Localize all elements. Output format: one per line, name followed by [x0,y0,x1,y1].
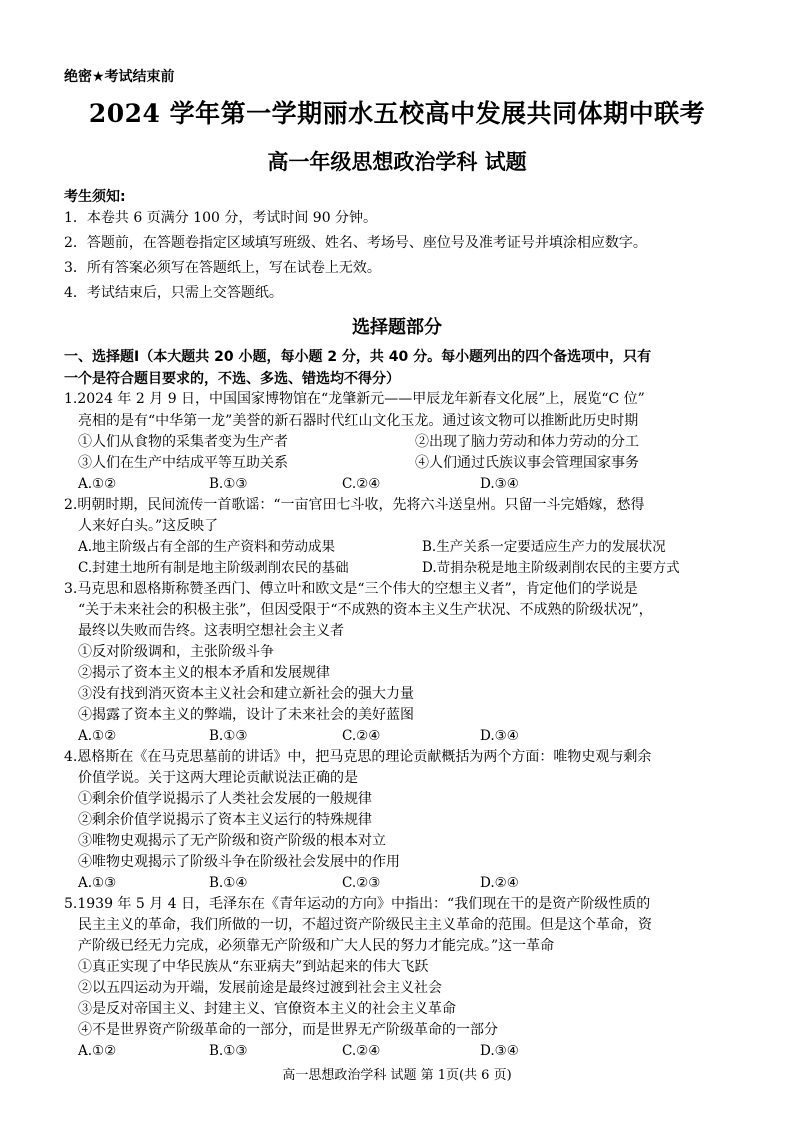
question-2-stem-line: 人来好白头。”这反映了 [78,518,219,534]
question-4-statement: ①剩余价值学说揭示了人类社会发展的一般规律 [78,791,372,807]
question-1-stem-line: 亮相的是有“中华第一龙”美誉的新石器时代红山文化玉龙。通过该文物可以推断此历史时期 [78,413,639,429]
section-title: 选择题部分 [352,317,442,338]
question-3-statement: ①反对阶级调和，主张阶级斗争 [78,644,274,660]
question-4-stem-line: 4.恩格斯在《在马克思墓前的讲话》中，把马克思的理论贡献概括为两个方面：唯物史观与剩余 [64,749,652,765]
notice-heading: 考生须知: [64,189,126,205]
question-4-statement: ③唯物史观揭示了无产阶级和资产阶级的根本对立 [78,833,386,849]
question-5-choice-b[interactable]: B.①③ [209,1043,248,1059]
notice-item: 4．考试结束后，只需上交答题纸。 [64,285,283,301]
question-4-statement: ②剩余价值学说揭示了资本主义运行的特殊规律 [78,812,372,828]
exam-subtitle: 高一年级思想政治学科 试题 [267,150,527,174]
question-4-choice-d[interactable]: D.②④ [480,875,519,891]
question-2-choice-a[interactable]: A.地主阶级占有全部的生产资料和劳动成果 [78,539,336,555]
question-1-statement: ④人们通过氏族议事会管理国家事务 [415,455,639,471]
exam-title: 2024 学年第一学期丽水五校高中发展共同体期中联考 [88,99,706,128]
question-3-statement: ②揭示了资本主义的根本矛盾和发展规律 [78,665,330,681]
question-5-statement: ④不是世界资产阶级革命的一部分，而是世界无产阶级革命的一部分 [78,1022,498,1038]
part-heading-line: 一、选择题Ⅰ（本大题共 20 小题，每小题 2 分，共 40 分。每小题列出的四个备选项中，只有 [64,349,652,365]
question-5-choice-d[interactable]: D.③④ [480,1043,519,1059]
question-1-choice-b[interactable]: B.①③ [209,476,248,492]
question-2-choice-b[interactable]: B.生产关系一定要适应生产力的发展状况 [422,539,666,555]
question-3-choice-c[interactable]: C.②④ [342,728,381,744]
question-5-choice-a[interactable]: A.①② [78,1043,117,1059]
question-1-statement: ②出现了脑力劳动和体力劳动的分工 [415,434,639,450]
question-4-stem-line: 价值学说。关于这两大理论贡献说法正确的是 [78,770,358,786]
notice-item: 1．本卷共 6 页满分 100 分，考试时间 90 分钟。 [64,210,378,226]
question-2-choice-d[interactable]: D.苛捐杂税是地主阶级剥削农民的主要方式 [422,560,680,576]
question-3-choice-b[interactable]: B.①③ [209,728,248,744]
question-1-statement: ①人们从食物的采集者变为生产者 [78,434,288,450]
question-3-choice-a[interactable]: A.①② [78,728,117,744]
notice-item: 3．所有答案必须写在答题纸上，写在试卷上无效。 [64,260,381,276]
question-3-stem-line: “关于未来社会的积极主张”，但因受限于“不成熟的资本主义生产状况、不成熟的阶级状况”， [78,602,653,618]
question-5-statement: ③是反对帝国主义、封建主义、官僚资本主义的社会主义革命 [78,1001,456,1017]
question-1-statement: ③人们在生产中结成平等互助关系 [78,455,288,471]
part-heading [64,346,736,390]
question-3-stem-line: 3.马克思和恩格斯称赞圣西门、傅立叶和欧文是“三个伟大的空想主义者”，肯定他们的学说是 [64,581,638,597]
question-5-statement: ②以五四运动为开端，发展前途是最终过渡到社会主义社会 [78,980,442,996]
question-1-stem-line: 1.2024 年 2 月 9 日，中国国家博物馆在“龙肇新元——甲辰龙年新春文化展”上，展览“C 位” [64,391,645,407]
confidential-mark: 绝密★考试结束前 [64,69,175,85]
question-3-stem-line: 最终以失败而告终。这表明空想社会主义者 [78,623,344,639]
question-1-choice-d[interactable]: D.③④ [480,476,519,492]
question-2-stem-line: 2.明朝时期，民间流传一首歌谣：“一亩官田七斗收，先将六斗送皇州。只留一斗完婚嫁，愁得 [64,497,645,513]
question-1-choice-c[interactable]: C.②④ [342,476,381,492]
part-heading-line: 一个是符合题目要求的，不选、多选、错选均不得分） [64,371,400,387]
question-4-choice-a[interactable]: A.①③ [78,875,117,891]
question-4-choice-b[interactable]: B.①④ [209,875,248,891]
question-5-stem-line: 5.1939 年 5 月 4 日，毛泽东在《青年运动的方向》中指出：“我们现在干的是资产阶级性质的 [64,896,651,912]
question-2-choice-c[interactable]: C.封建土地所有制是地主阶级剥削农民的基础 [78,560,349,576]
question-5-choice-c[interactable]: C.②④ [342,1043,381,1059]
page-footer: 高一思想政治学科 试题 第 1页(共 6 页) [282,1068,512,1083]
question-5-stem-line: 产阶级已经无力完成，必须靠无产阶级和广大人民的努力才能完成。”这一革命 [78,938,555,954]
question-3-choice-d[interactable]: D.③④ [480,728,519,744]
question-3-statement: ③没有找到消灭资本主义社会和建立新社会的强大力量 [78,686,414,702]
question-4-statement: ④唯物史观揭示了阶级斗争在阶级社会发展中的作用 [78,854,400,870]
question-3-statement: ④揭露了资本主义的弊端，设计了未来社会的美好蓝图 [78,707,414,723]
question-5-stem-line: 民主主义的革命，我们所做的一切，不超过资产阶级民主主义革命的范围。但是这个革命，资 [78,917,652,933]
question-4-choice-c[interactable]: C.②③ [342,875,381,891]
notice-item: 2．答题前，在答题卷指定区域填写班级、姓名、考场号、座位号及准考证号并填涂相应数字。 [64,235,647,251]
question-1-choice-a[interactable]: A.①② [78,476,117,492]
question-5-statement: ①真正实现了中华民族从“东亚病夫”到站起来的伟大飞跃 [78,959,429,975]
